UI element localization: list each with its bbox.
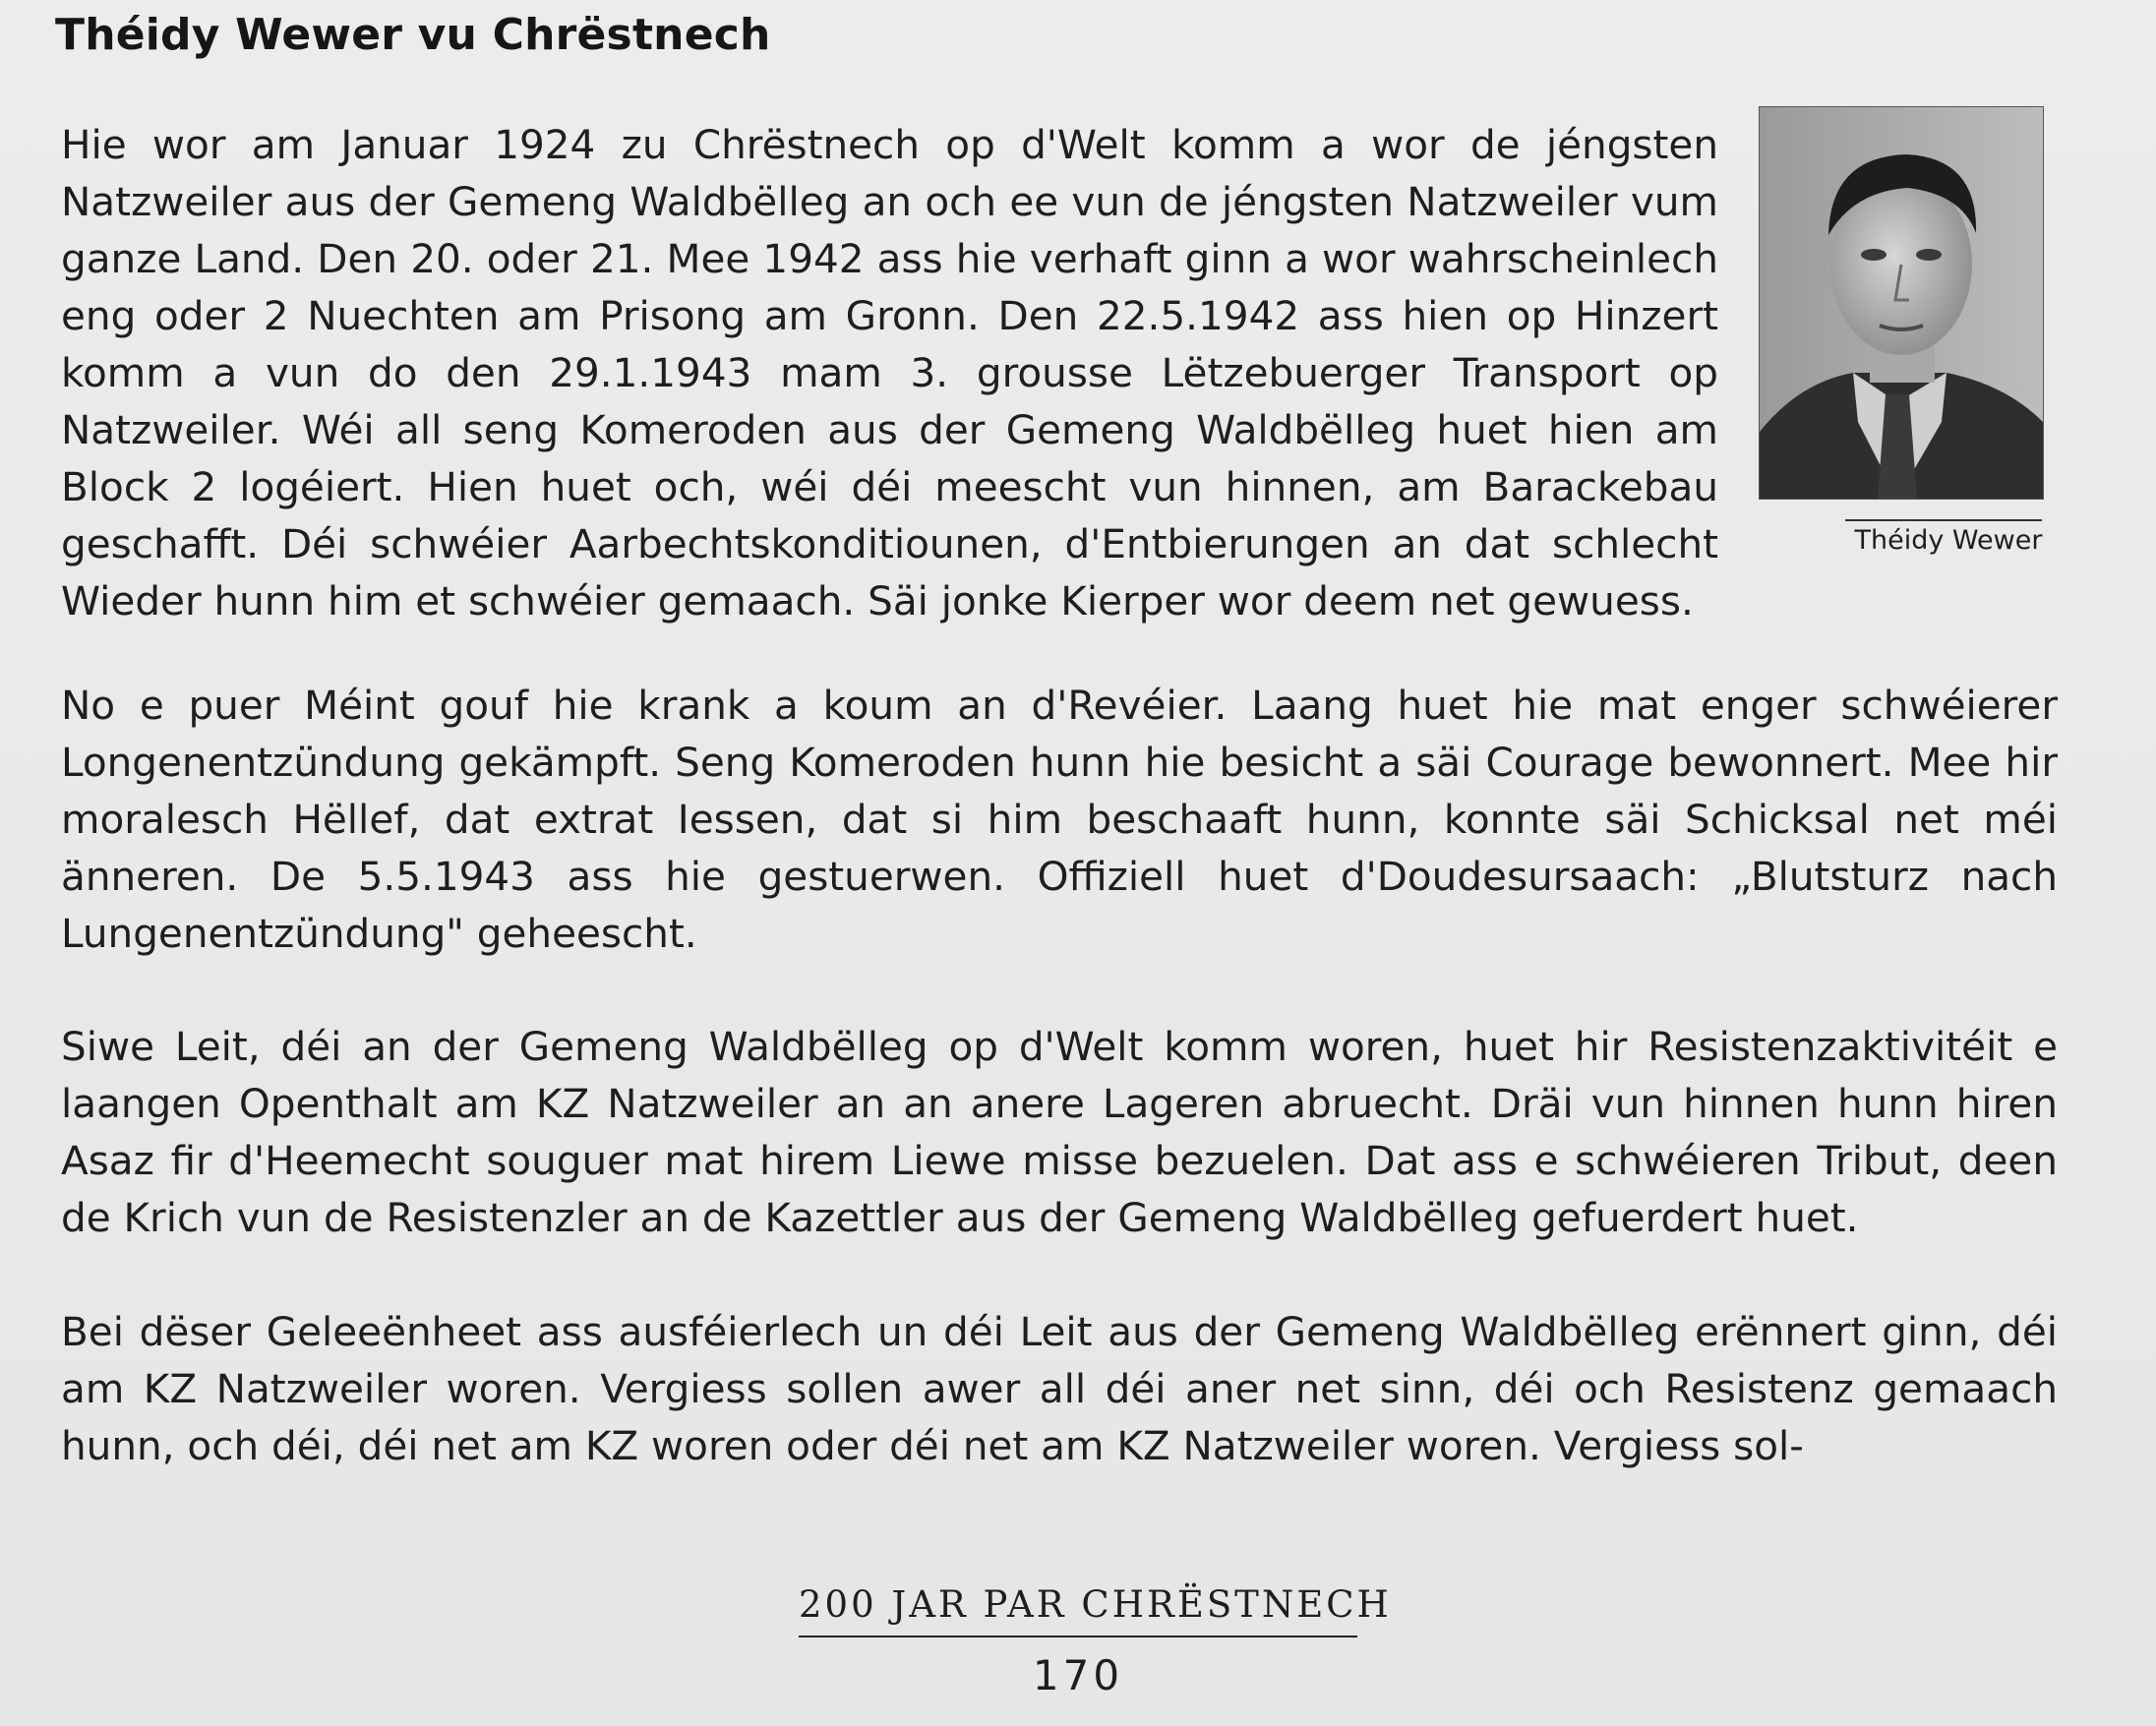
running-head: 200 JAR PAR CHRËSTNECH	[799, 1583, 1392, 1626]
portrait-figure	[1759, 106, 2054, 556]
footer-rule	[799, 1636, 1357, 1637]
portrait-photo	[1759, 106, 2044, 500]
paragraph-1: Hie wor am Januar 1924 zu Chrëstnech op d'Welt komm a wor de jéngsten Natzweiler aus der Gemeng Waldbëlleg an och ee vun de jéngsten Natzweiler vum ganze Land. Den 20. oder 21. Mee 1942 ass hie verhaft ginn a wor wahrscheinlech eng oder 2 Nuechten am Prisong am Gronn. Den 22.5.1942 ass hien op Hinzert komm a vun do den 29.1.1943 mam 3. grousse Lëtzebuerger Transport op Natzweiler. Wéi all seng Komeroden aus der Gemeng Waldbëlleg huet hien am Block 2 logéiert. Hien huet och, wéi déi meescht vun hinnen, am Barackebau geschafft. Déi schwéier Aarbechtskonditiounen, d'Entbierungen an dat schlecht Wieder hunn him et schwéier gemaach. Säi jonke Kierper wor deem net gewuess.	[61, 121, 1718, 625]
caption-rule	[1845, 519, 2042, 521]
portrait-image	[1760, 107, 2043, 499]
page-footer	[799, 1583, 1392, 1699]
article-title: Théidy Wewer vu Chrëstnech	[55, 10, 771, 60]
page-number: 170	[1032, 1651, 1124, 1699]
paragraph-2: No e puer Méint gouf hie krank a koum an d'Revéier. Laang huet hie mat enger schwéierer Longenentzündung gekämpft. Seng Komeroden hunn hie besicht a säi Courage bewonnert. Mee hir moralesch Hëllef, dat extrat Iessen, dat si him beschaaft hunn, konnte säi Schicksal net méi änneren. De 5.5.1943 ass hie gestuerwen. Offiziell huet d'Doudesursaach: „Blutsturz nach Lungenentzündung" geheescht.	[61, 682, 2058, 957]
photo-caption: Théidy Wewer	[1854, 525, 2043, 556]
paragraph-4: Bei dëser Geleeënheet ass ausféierlech un déi Leit aus der Gemeng Waldbëlleg erënnert ginn, déi am KZ Natzweiler woren. Vergiess sollen awer all déi aner net sinn, déi och Resistenz gemaach hunn, och déi, déi net am KZ woren oder déi net am KZ Natzweiler woren. Vergiess sol-	[61, 1308, 2058, 1469]
paragraph-3: Siwe Leit, déi an der Gemeng Waldbëlleg op d'Welt komm woren, huet hir Resistenzaktivitéit e laangen Openthalt am KZ Natzweiler an an anere Lageren abruecht. Dräi vun hinnen hunn hiren Asaz fir d'Heemecht souguer mat hirem Liewe misse bezuelen. Dat ass e schwéieren Tribut, deen de Krich vun de Resistenzler an de Kazettler aus der Gemeng Waldbëlleg gefuerdert huet.	[61, 1023, 2058, 1241]
